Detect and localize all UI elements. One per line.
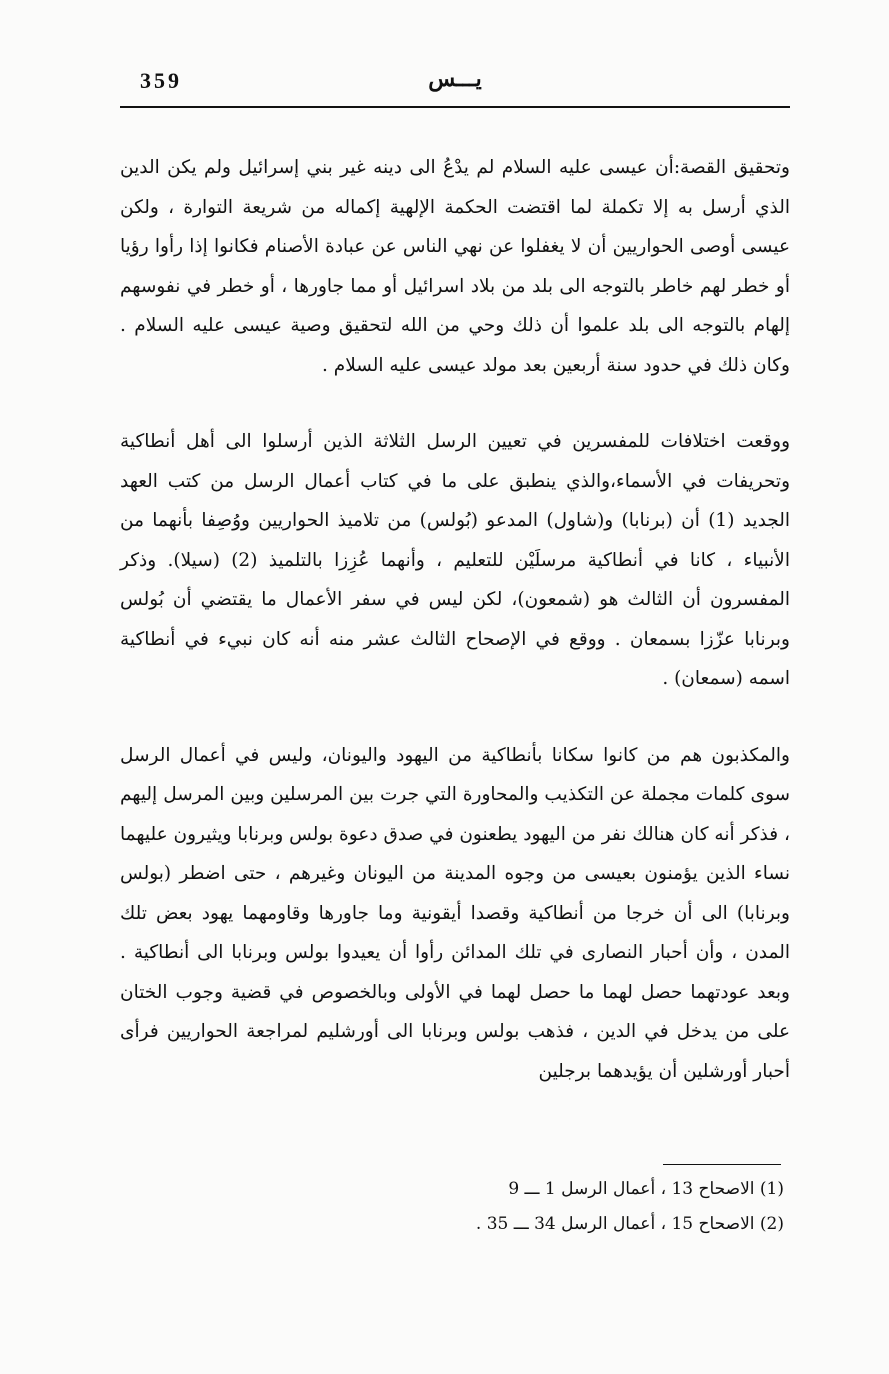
paragraph-2: ووقعت اختلافات للمفسرين في تعيين الرسل الثلاثة الذين أرسلوا الى أهل أنطاكية وتحريفات في الأسماء،والذي ينطبق على ما في كتاب أعمال الرسل من كتب العهد الجديد (1) أن (برنابا) و(شاول) المدعو (بُولس) من تلاميذ الحواريين ووُصِفا بأنهما من الأنبياء ، كانا في أنطاكية مرسلَيْن للتعليم ، وأنهما عُزِزا بالتلميذ (2) (سيلا). وذكر المفسرون أن الثالث هو (شمعون)، لكن ليس في سفر الأعمال ما يقتضي أن بُولس وبرنابا عزّزا بسمعان . ووقع في الإصحاح الثالث عشر منه أنه كان نبيء في أنطاكية اسمه (سمعان) .	[120, 431, 790, 689]
page-number: 359	[140, 68, 182, 93]
running-title: يـــس	[428, 66, 482, 92]
page-body	[120, 148, 790, 1091]
footnote-1: (1) الاصحاح 13 ، أعمال الرسل 1 ـــ 9	[508, 1179, 784, 1199]
footnote-2: (2) الاصحاح 15 ، أعمال الرسل 34 ـــ 35 .	[475, 1214, 784, 1234]
page-header	[120, 62, 790, 108]
paragraph-3: والمكذبون هم من كانوا سكانا بأنطاكية من اليهود واليونان، وليس في أعمال الرسل سوى كلمات مجملة عن التكذيب والمحاورة التي جرت بين المرسلين وبين المرسل إليهم ، فذكر أنه كان هنالك نفر من اليهود يطعنون في صدق دعوة بولس وبرنابا ويثيرون عليهما نساء الذين يؤمنون بعيسى من وجوه المدينة من اليونان وغيرهم ، حتى اضطر (بولس وبرنابا) الى أن خرجا من أنطاكية وقصدا أيقونية وما جاورها وقاومهما يهود بعض تلك المدن ، وأن أحبار النصارى في تلك المدائن رأوا أن يعيدوا بولس وبرنابا الى أنطاكية . وبعد عودتهما حصل لهما ما حصل لهما في الأولى وبالخصوص في قضية وجوب الختان على من يدخل في الدين ، فذهب بولس وبرنابا الى أورشليم لمراجعة الحواريين فرأى أحبار أورشلين أن يؤيدهما برجلين	[120, 744, 790, 1082]
header-rule	[120, 106, 790, 108]
footnotes	[300, 1172, 784, 1242]
footnote-rule	[663, 1164, 781, 1165]
paragraph-1: وتحقيق القصة:أن عيسى عليه السلام لم يدْعُ الى دينه غير بني إسرائيل ولم يكن الدين الذي أرسل به إلا تكملة لما اقتضت الحكمة الإلهية إكماله من شريعة التوارة ، ولكن عيسى أوصى الحواريين أن لا يغفلوا عن نهي الناس عن عبادة الأصنام فكانوا إذا رأوا رؤيا أو خطر لهم خاطر بالتوجه الى بلد من بلاد اسرائيل أو مما جاورها ، أو خطر في نفوسهم إلهام بالتوجه الى بلد علموا أن ذلك وحي من الله لتحقيق وصية عيسى عليه السلام . وكان ذلك في حدود سنة أربعين بعد مولد عيسى عليه السلام .	[120, 157, 790, 376]
